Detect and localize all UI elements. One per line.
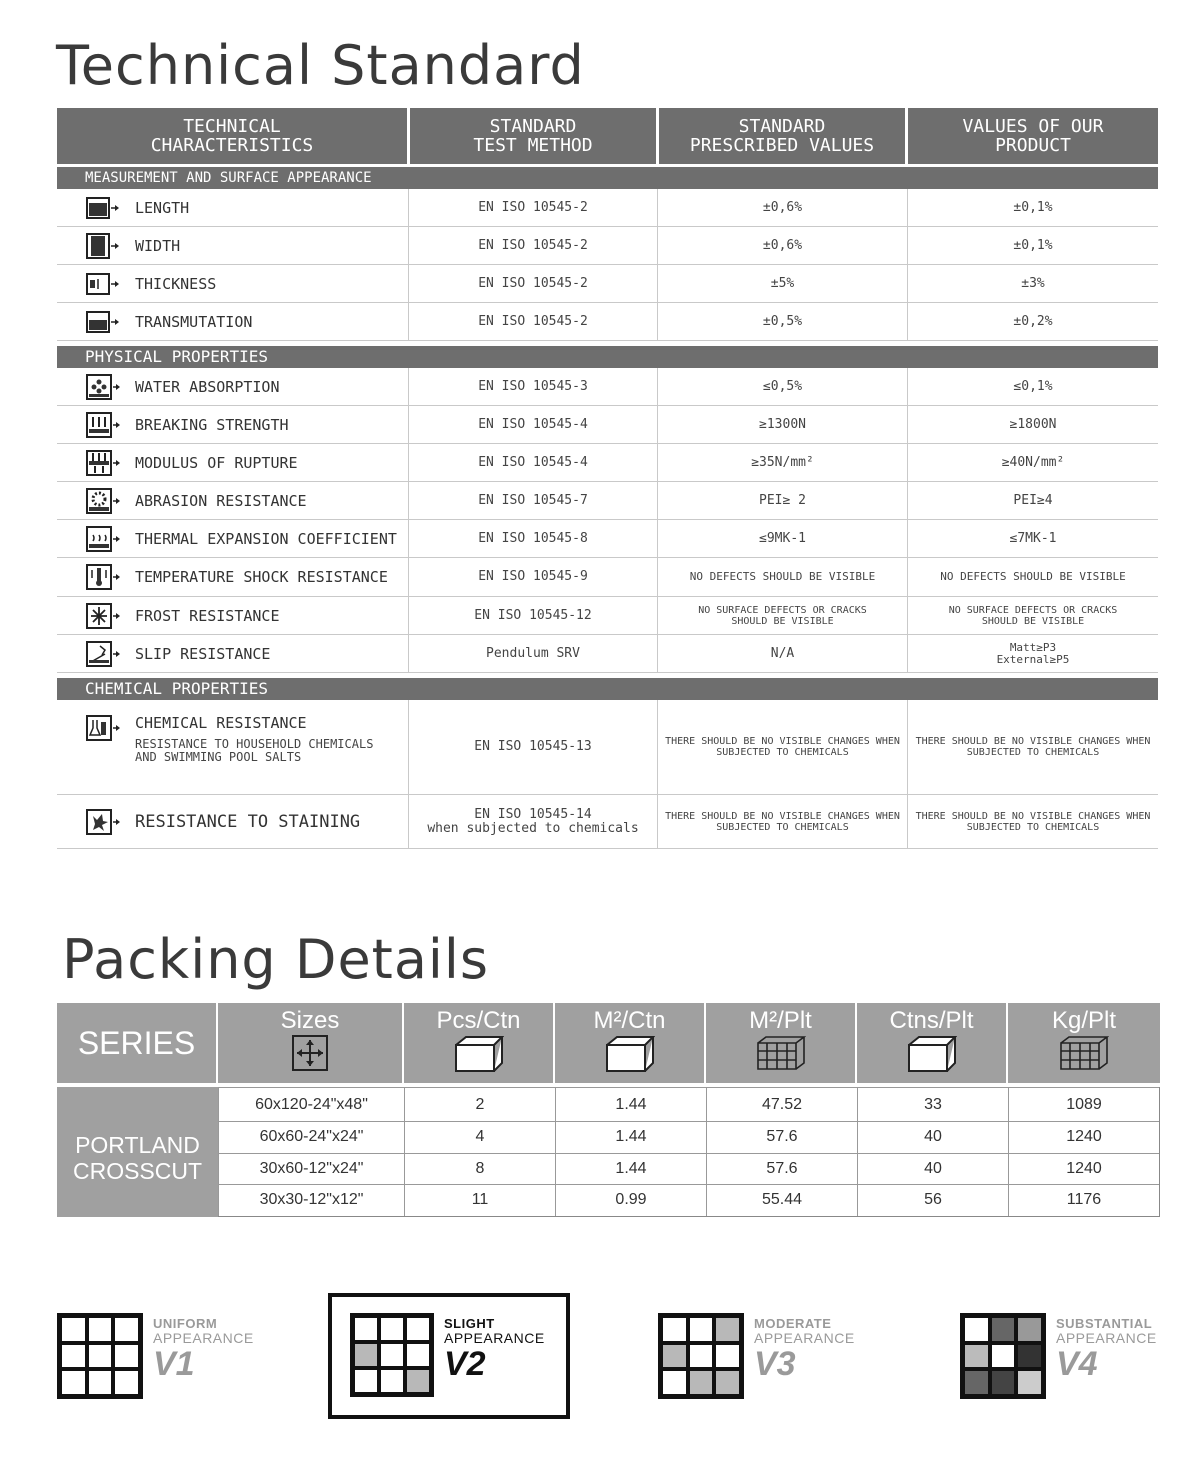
product-value-cell-value: NO SURFACE DEFECTS OR CRACKS SHOULD BE VISIBLE <box>948 604 1118 627</box>
product-value-cell-value: ±3% <box>1021 275 1045 291</box>
variation-grid-icon <box>658 1313 744 1399</box>
product-value-cell <box>908 558 1158 596</box>
variation-cell <box>405 1368 431 1394</box>
test-method-cell <box>409 368 658 405</box>
table-row <box>57 520 1158 558</box>
pcs-cell: 8 <box>404 1154 555 1185</box>
resize-arrows-icon <box>292 1035 328 1071</box>
variation-cell <box>661 1369 688 1396</box>
prescribed-value-cell-value: THERE SHOULD BE NO VISIBLE CHANGES WHEN SUBJECTED TO CHEMICALS <box>665 810 900 833</box>
header-prescribed-values: STANDARD PRESCRIBED VALUES <box>659 108 905 164</box>
table-row <box>57 189 1158 227</box>
characteristic-cell <box>57 558 409 596</box>
packing-rows <box>218 1087 1160 1217</box>
test-method-cell <box>409 795 658 848</box>
variation-cell <box>990 1369 1017 1396</box>
variation-appearance: APPEARANCE <box>754 1330 855 1346</box>
characteristic-label-group <box>135 812 360 832</box>
variation-cell <box>87 1343 114 1370</box>
variation-text <box>1056 1313 1157 1399</box>
test-method-cell-value: EN ISO 10545-14 when subjected to chemicals <box>427 806 639 836</box>
prescribed-value-cell <box>658 558 908 596</box>
prescribed-value-cell <box>658 444 908 481</box>
product-value-cell-value: ±0,1% <box>1013 199 1053 215</box>
characteristic-label-group <box>135 645 270 663</box>
pallet-grid-icon <box>756 1035 806 1071</box>
variation-code: V3 <box>754 1345 796 1383</box>
characteristic-cell <box>57 265 409 302</box>
header-kg-label: Kg/Plt <box>1051 1007 1117 1034</box>
m2-plt-cell: 47.52 <box>706 1088 857 1121</box>
characteristic-label-group <box>135 378 280 396</box>
variation-grid-icon <box>57 1313 143 1399</box>
product-value-cell <box>908 444 1158 481</box>
prescribed-value-cell <box>658 406 908 443</box>
section-measurement: MEASUREMENT AND SURFACE APPEARANCE <box>57 167 1158 189</box>
header-pcs-ctn <box>404 1003 555 1083</box>
variation-cell <box>990 1343 1017 1370</box>
header-sizes <box>218 1003 404 1083</box>
header-ctns-plt <box>857 1003 1008 1083</box>
variation-cell <box>60 1343 87 1370</box>
section-chemical: CHEMICAL PROPERTIES <box>57 678 1158 700</box>
variation-cell <box>113 1343 140 1370</box>
characteristic-label: LENGTH <box>135 198 190 217</box>
characteristic-cell <box>57 700 409 794</box>
kg-cell: 1240 <box>1008 1154 1159 1185</box>
product-value-cell-value: THERE SHOULD BE NO VISIBLE CHANGES WHEN SUBJECTED TO CHEMICALS <box>915 810 1151 833</box>
test-method-cell <box>409 265 658 302</box>
table-row <box>57 795 1158 849</box>
table-row <box>218 1121 1159 1153</box>
prescribed-value-cell <box>658 700 908 794</box>
variation-cell <box>1016 1343 1043 1370</box>
test-method-cell <box>409 520 658 557</box>
width-icon <box>85 232 121 260</box>
table-row <box>57 368 1158 406</box>
characteristic-label-group <box>135 530 397 548</box>
test-method-cell-value: EN ISO 10545-2 <box>478 199 588 215</box>
characteristic-label-group <box>135 275 216 293</box>
variation-cell <box>379 1368 405 1394</box>
variation-appearance: APPEARANCE <box>153 1330 254 1346</box>
characteristic-cell <box>57 406 409 443</box>
test-method-cell-value: EN ISO 10545-13 <box>474 739 592 754</box>
variation-v3 <box>658 1313 855 1399</box>
carton-box-icon <box>454 1035 504 1073</box>
carton-box-icon <box>907 1035 957 1073</box>
characteristic-label-group <box>135 313 252 331</box>
variation-grid-icon <box>350 1313 434 1397</box>
technical-table-header <box>57 108 1158 164</box>
prescribed-value-cell <box>658 189 908 226</box>
product-value-cell <box>908 597 1158 634</box>
variation-cell <box>688 1316 715 1343</box>
variation-cell <box>87 1369 114 1396</box>
variation-cell <box>353 1368 379 1394</box>
characteristic-label-group <box>135 416 289 434</box>
characteristic-label-group <box>135 607 280 625</box>
variation-v1 <box>57 1313 254 1399</box>
slip-resistance-icon <box>85 640 121 668</box>
prescribed-value-cell-value: THERE SHOULD BE NO VISIBLE CHANGES WHEN SUBJECTED TO CHEMICALS <box>665 736 900 758</box>
m2-ctn-cell: 0.99 <box>555 1185 706 1216</box>
test-method-cell <box>409 597 658 634</box>
header-ctns-label: Ctns/Plt <box>889 1007 974 1034</box>
table-row <box>57 444 1158 482</box>
packing-table-body <box>57 1083 1160 1217</box>
characteristic-cell <box>57 368 409 405</box>
test-method-cell-value: EN ISO 10545-2 <box>478 313 588 329</box>
product-value-cell-value: NO DEFECTS SHOULD BE VISIBLE <box>940 570 1126 583</box>
variation-cell <box>379 1316 405 1342</box>
m2-ctn-cell: 1.44 <box>555 1122 706 1153</box>
test-method-cell-value: EN ISO 10545-2 <box>478 237 588 253</box>
header-pcs-label: Pcs/Ctn <box>436 1007 521 1034</box>
table-row <box>218 1184 1159 1216</box>
table-row <box>57 700 1158 795</box>
characteristic-label-group <box>135 454 298 472</box>
packing-table <box>57 1003 1160 1217</box>
variation-appearance: APPEARANCE <box>444 1330 545 1346</box>
variation-cell <box>688 1343 715 1370</box>
characteristic-label: RESISTANCE TO STAINING <box>135 811 361 832</box>
test-method-cell-value: EN ISO 10545-8 <box>478 530 588 546</box>
variation-code: V4 <box>1056 1345 1098 1383</box>
pcs-cell: 2 <box>404 1088 555 1121</box>
pcs-cell: 11 <box>404 1185 555 1216</box>
variation-cell <box>353 1316 379 1342</box>
physical-rows <box>57 368 1158 673</box>
variation-cell <box>963 1316 990 1343</box>
prescribed-value-cell-value: ≤9MK-1 <box>759 530 806 546</box>
characteristic-label: MODULUS OF RUPTURE <box>135 453 298 472</box>
breaking-strength-icon <box>85 411 121 439</box>
variation-cell <box>714 1316 741 1343</box>
table-row <box>57 265 1158 303</box>
product-value-cell <box>908 482 1158 519</box>
table-row <box>57 303 1158 341</box>
abrasion-resistance-icon <box>85 487 121 515</box>
prescribed-value-cell <box>658 265 908 302</box>
measurement-rows <box>57 189 1158 341</box>
test-method-cell <box>409 635 658 672</box>
prescribed-value-cell-value: ±0,6% <box>762 237 803 253</box>
ctns-cell: 40 <box>857 1154 1008 1185</box>
characteristic-label: FROST RESISTANCE <box>135 606 280 625</box>
product-value-cell <box>908 520 1158 557</box>
packing-table-header <box>57 1003 1160 1083</box>
variation-cell <box>60 1369 87 1396</box>
variation-cell <box>113 1316 140 1343</box>
frost-resistance-icon <box>85 602 121 630</box>
prescribed-value-cell <box>658 368 908 405</box>
variation-cell <box>661 1343 688 1370</box>
temperature-shock-icon <box>85 563 121 591</box>
m2-plt-cell: 55.44 <box>706 1185 857 1216</box>
characteristic-cell <box>57 597 409 634</box>
series-name: PORTLAND CROSSCUT <box>57 1087 218 1217</box>
header-sizes-label: Sizes <box>280 1007 340 1034</box>
product-value-cell <box>908 406 1158 443</box>
size-cell: 30x60-12"x24" <box>218 1154 404 1185</box>
prescribed-value-cell-value: ±0,5% <box>762 313 803 329</box>
test-method-cell <box>409 444 658 481</box>
product-value-cell-value: ≤7MK-1 <box>1009 530 1057 546</box>
table-row <box>218 1087 1159 1121</box>
m2-plt-cell: 57.6 <box>706 1154 857 1185</box>
test-method-cell-value: EN ISO 10545-9 <box>478 569 588 584</box>
pallet-grid-icon <box>1059 1035 1109 1071</box>
kg-cell: 1176 <box>1008 1185 1159 1216</box>
thickness-icon <box>85 270 121 298</box>
product-value-cell-value: THERE SHOULD BE NO VISIBLE CHANGES WHEN SUBJECTED TO CHEMICALS <box>915 736 1151 758</box>
variation-v4 <box>960 1313 1157 1399</box>
header-technical-characteristics: TECHNICAL CHARACTERISTICS <box>57 108 407 164</box>
header-m2-ctn <box>555 1003 706 1083</box>
prescribed-value-cell-value: ±0,6% <box>762 199 803 215</box>
variation-text <box>444 1313 545 1397</box>
size-cell: 30x30-12"x12" <box>218 1185 404 1216</box>
variation-v2 <box>350 1313 545 1397</box>
test-method-cell-value: Pendulum SRV <box>486 645 580 661</box>
variation-code: V2 <box>444 1345 486 1383</box>
ctns-cell: 56 <box>857 1185 1008 1216</box>
variation-cell <box>688 1369 715 1396</box>
variation-code: V1 <box>153 1345 195 1383</box>
characteristic-sublabel: RESISTANCE TO HOUSEHOLD CHEMICALS AND SWIMMING POOL SALTS <box>135 737 374 764</box>
test-method-cell <box>409 406 658 443</box>
product-value-cell <box>908 700 1158 794</box>
pcs-cell: 4 <box>404 1122 555 1153</box>
test-method-cell <box>409 189 658 226</box>
m2-plt-cell: 57.6 <box>706 1122 857 1153</box>
table-row <box>57 482 1158 520</box>
header-m2ctn-label: M²/Ctn <box>593 1007 666 1034</box>
size-cell: 60x120-24"x48" <box>218 1088 404 1121</box>
kg-cell: 1089 <box>1008 1088 1159 1121</box>
variation-cell <box>379 1342 405 1368</box>
modulus-of-rupture-icon <box>85 449 121 477</box>
variation-grid-icon <box>960 1313 1046 1399</box>
size-cell: 60x60-24"x24" <box>218 1122 404 1153</box>
characteristic-label: TRANSMUTATION <box>135 312 253 331</box>
characteristic-label: WIDTH <box>135 236 181 255</box>
variation-level: MODERATE <box>754 1316 832 1331</box>
test-method-cell-value: EN ISO 10545-12 <box>474 607 592 623</box>
prescribed-value-cell-value: ≥1300N <box>759 416 806 432</box>
characteristic-cell <box>57 227 409 264</box>
characteristic-cell <box>57 303 409 340</box>
prescribed-value-cell-value: NO DEFECTS SHOULD BE VISIBLE <box>689 570 876 583</box>
characteristic-label: THERMAL EXPANSION COEFFICIENT <box>135 529 397 548</box>
test-method-cell-value: EN ISO 10545-2 <box>478 275 588 291</box>
table-row <box>57 635 1158 673</box>
characteristic-cell <box>57 635 409 672</box>
prescribed-value-cell-value: ≤0,5% <box>762 378 803 394</box>
product-value-cell <box>908 368 1158 405</box>
product-value-cell <box>908 189 1158 226</box>
variation-appearance: APPEARANCE <box>1056 1330 1157 1346</box>
characteristic-label: ABRASION RESISTANCE <box>135 491 307 510</box>
header-kg-plt <box>1008 1003 1160 1083</box>
prescribed-value-cell <box>658 303 908 340</box>
ctns-cell: 33 <box>857 1088 1008 1121</box>
variation-cell <box>405 1316 431 1342</box>
variation-cell <box>1016 1316 1043 1343</box>
test-method-cell <box>409 700 658 794</box>
carton-box-icon <box>605 1035 655 1073</box>
header-test-method: STANDARD TEST METHOD <box>410 108 656 164</box>
length-icon <box>85 194 121 222</box>
prescribed-value-cell-value: N/A <box>770 645 795 661</box>
water-absorption-icon <box>85 373 121 401</box>
prescribed-value-cell <box>658 520 908 557</box>
product-value-cell <box>908 303 1158 340</box>
prescribed-value-cell <box>658 795 908 848</box>
characteristic-cell <box>57 520 409 557</box>
product-value-cell-value: ±0,1% <box>1013 237 1053 253</box>
characteristic-cell <box>57 189 409 226</box>
test-method-cell-value: EN ISO 10545-7 <box>478 492 588 508</box>
characteristic-cell <box>57 795 409 848</box>
variation-cell <box>87 1316 114 1343</box>
characteristic-label-group <box>135 199 189 217</box>
packing-details-title: Packing Details <box>62 928 490 991</box>
product-value-cell <box>908 265 1158 302</box>
variation-cell <box>113 1369 140 1396</box>
test-method-cell <box>409 227 658 264</box>
characteristic-label: SLIP RESISTANCE <box>135 644 271 663</box>
characteristic-label: THICKNESS <box>135 274 217 293</box>
test-method-cell-value: EN ISO 10545-3 <box>478 378 588 394</box>
variation-cell <box>990 1316 1017 1343</box>
transmutation-icon <box>85 308 121 336</box>
product-value-cell <box>908 635 1158 672</box>
characteristic-label-group <box>135 568 388 586</box>
test-method-cell <box>409 303 658 340</box>
header-m2-plt <box>706 1003 857 1083</box>
prescribed-value-cell <box>658 597 908 634</box>
table-row <box>57 597 1158 635</box>
staining-resistance-icon <box>85 808 121 836</box>
variation-text <box>153 1313 254 1399</box>
variation-cell <box>405 1342 431 1368</box>
section-physical: PHYSICAL PROPERTIES <box>57 346 1158 368</box>
table-row <box>57 558 1158 597</box>
product-value-cell-value: Matt≥P3 External≥P5 <box>996 640 1070 666</box>
product-value-cell <box>908 227 1158 264</box>
test-method-cell-value: EN ISO 10545-4 <box>478 454 588 470</box>
kg-cell: 1240 <box>1008 1122 1159 1153</box>
prescribed-value-cell-value: NO SURFACE DEFECTS OR CRACKS SHOULD BE VISIBLE <box>698 604 867 627</box>
variation-cell <box>963 1369 990 1396</box>
table-row <box>57 406 1158 444</box>
prescribed-value-cell-value: ±5% <box>770 275 795 291</box>
thermal-expansion-icon <box>85 525 121 553</box>
prescribed-value-cell-value: PEI≥ 2 <box>759 492 806 508</box>
ctns-cell: 40 <box>857 1122 1008 1153</box>
variation-text <box>754 1313 855 1399</box>
header-series: SERIES <box>57 1003 218 1083</box>
product-value-cell-value: ≥1800N <box>1009 416 1057 432</box>
test-method-cell <box>409 558 658 596</box>
technical-standard-title: Technical Standard <box>56 34 585 97</box>
prescribed-value-cell <box>658 635 908 672</box>
header-m2plt-label: M²/Plt <box>749 1007 812 1034</box>
product-value-cell-value: ≤0,1% <box>1013 378 1053 394</box>
characteristic-label: BREAKING STRENGTH <box>135 415 289 434</box>
prescribed-value-cell <box>658 482 908 519</box>
variation-cell <box>60 1316 87 1343</box>
variation-cell <box>714 1369 741 1396</box>
header-our-values: VALUES OF OUR PRODUCT <box>908 108 1158 164</box>
characteristic-cell <box>57 444 409 481</box>
variation-cell <box>661 1316 688 1343</box>
variation-cell <box>963 1343 990 1370</box>
chemical-rows <box>57 700 1158 849</box>
m2-ctn-cell: 1.44 <box>555 1088 706 1121</box>
technical-table <box>57 108 1158 849</box>
variation-cell <box>353 1342 379 1368</box>
characteristic-label-group <box>135 714 373 764</box>
variation-level: SUBSTANTIAL <box>1056 1316 1153 1331</box>
prescribed-value-cell-value: ≥35N/mm² <box>751 454 814 470</box>
test-method-cell-value: EN ISO 10545-4 <box>478 416 588 432</box>
variation-level: SLIGHT <box>444 1316 495 1331</box>
variation-cell <box>714 1343 741 1370</box>
variation-level: UNIFORM <box>153 1316 218 1331</box>
table-row <box>218 1153 1159 1185</box>
product-value-cell-value: ±0,2% <box>1013 313 1053 329</box>
prescribed-value-cell <box>658 227 908 264</box>
characteristic-label: CHEMICAL RESISTANCE <box>135 714 307 732</box>
variation-cell <box>1016 1369 1043 1396</box>
characteristic-label-group <box>135 237 180 255</box>
characteristic-label-group <box>135 492 307 510</box>
characteristic-label: WATER ABSORPTION <box>135 377 280 396</box>
product-value-cell-value: ≥40N/mm² <box>1001 454 1065 470</box>
product-value-cell <box>908 795 1158 848</box>
test-method-cell <box>409 482 658 519</box>
chemical-resistance-icon <box>85 714 121 742</box>
product-value-cell-value: PEI≥4 <box>1013 492 1053 508</box>
m2-ctn-cell: 1.44 <box>555 1154 706 1185</box>
table-row <box>57 227 1158 265</box>
characteristic-cell <box>57 482 409 519</box>
characteristic-label: TEMPERATURE SHOCK RESISTANCE <box>135 568 388 586</box>
